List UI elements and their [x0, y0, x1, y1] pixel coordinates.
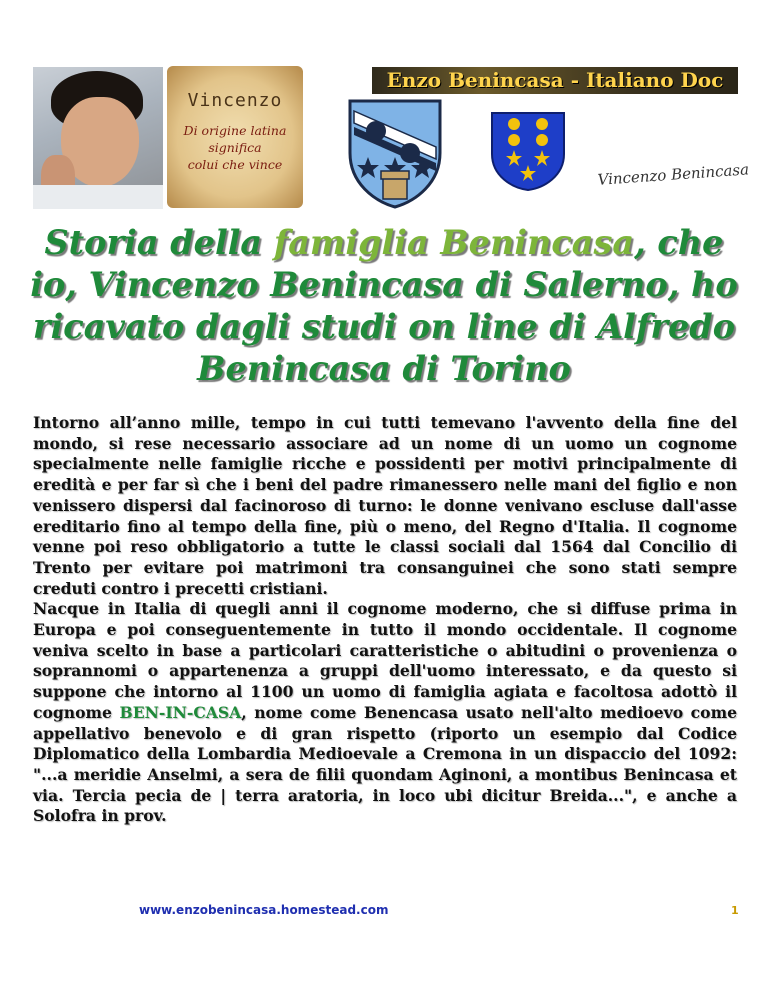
- page-title: [20, 222, 748, 390]
- banner-title: Enzo Benincasa - Italiano Doc: [372, 67, 738, 94]
- surname-highlight: BEN-IN-CASA: [119, 702, 242, 722]
- signature: Vincenzo Benincasa: [596, 160, 750, 189]
- title-part-2: famiglia Benincasa: [273, 223, 635, 262]
- paragraph-2-start: Nacque in Italia di quegli anni il cognome moderno, che si diffuse prima in Europa e poi conseguentemente in tutto il mondo occidentale. Il cognome veniva scelto in base a particolari caratteristiche o abitudini o provenienza o soprannomi o appartenenza a gruppi dell'uomo interessato, e da questo si suppone che intorno al 1100 un uomo di famiglia agiata e facoltosa adottò il cognome: [33, 599, 737, 722]
- paragraph-2-end: , nome come Benencasa usato nell'alto medioevo come appellativo benevolo e di gran rispetto (riporto un esempio dal Codice Diplomatico della Lombardia Medioevale a Cremona in un dispaccio del 1092: "...a meridie Anselmi, a sera de filii quondam Aginoni, a montibus Benincasa et via. Tercia pecia de | terra aratoria, in loco ubi dicitur Breida...", e anche a Solofra in prov.: [33, 702, 737, 826]
- title-part-1: Storia della: [44, 223, 274, 262]
- blue-gold-shield-icon: [489, 110, 567, 192]
- scroll-name: Vincenzo: [187, 90, 283, 111]
- scroll-meaning: Di origine latina significa colui che vince: [183, 123, 287, 172]
- name-meaning-scroll: [167, 66, 303, 208]
- portrait-shirt: [33, 185, 163, 209]
- page-number: 1: [731, 904, 739, 917]
- paragraph-1: Intorno all’anno mille, tempo in cui tutti temevano l'avvento della fine del mondo, si rese necessario associare ad un nome di un uomo un cognome specialmente nelle famiglie ricche e possidenti per motivi principalmente di eredità e per far sì che i beni del padre rimanessero nelle mani del figlio e non venissero dispersi dal facinoroso di turno: le donne venivano escluse dall'asse ereditario fino al tempo della fine, più o meno, del Regno d'Italia. Il cognome venne poi reso obbligatorio a tutte le classi sociali dal 1564 dal Concilio di Trento per evitare poi matrimoni tra consanguinei che sono stati sempre creduti contro i precetti cristiani.: [33, 413, 737, 598]
- body-text: [33, 413, 737, 827]
- coat-of-arms-icon: [346, 97, 444, 209]
- title-part-3: , che io, Vincenzo Benincasa di Salerno, ho ricavato dagli studi on line di Alfredo Benincasa di Torino: [30, 223, 738, 388]
- paragraph-2: [33, 599, 737, 827]
- portrait-photo: [33, 67, 163, 209]
- website-link[interactable]: www.enzobenincasa.homestead.com: [139, 903, 389, 917]
